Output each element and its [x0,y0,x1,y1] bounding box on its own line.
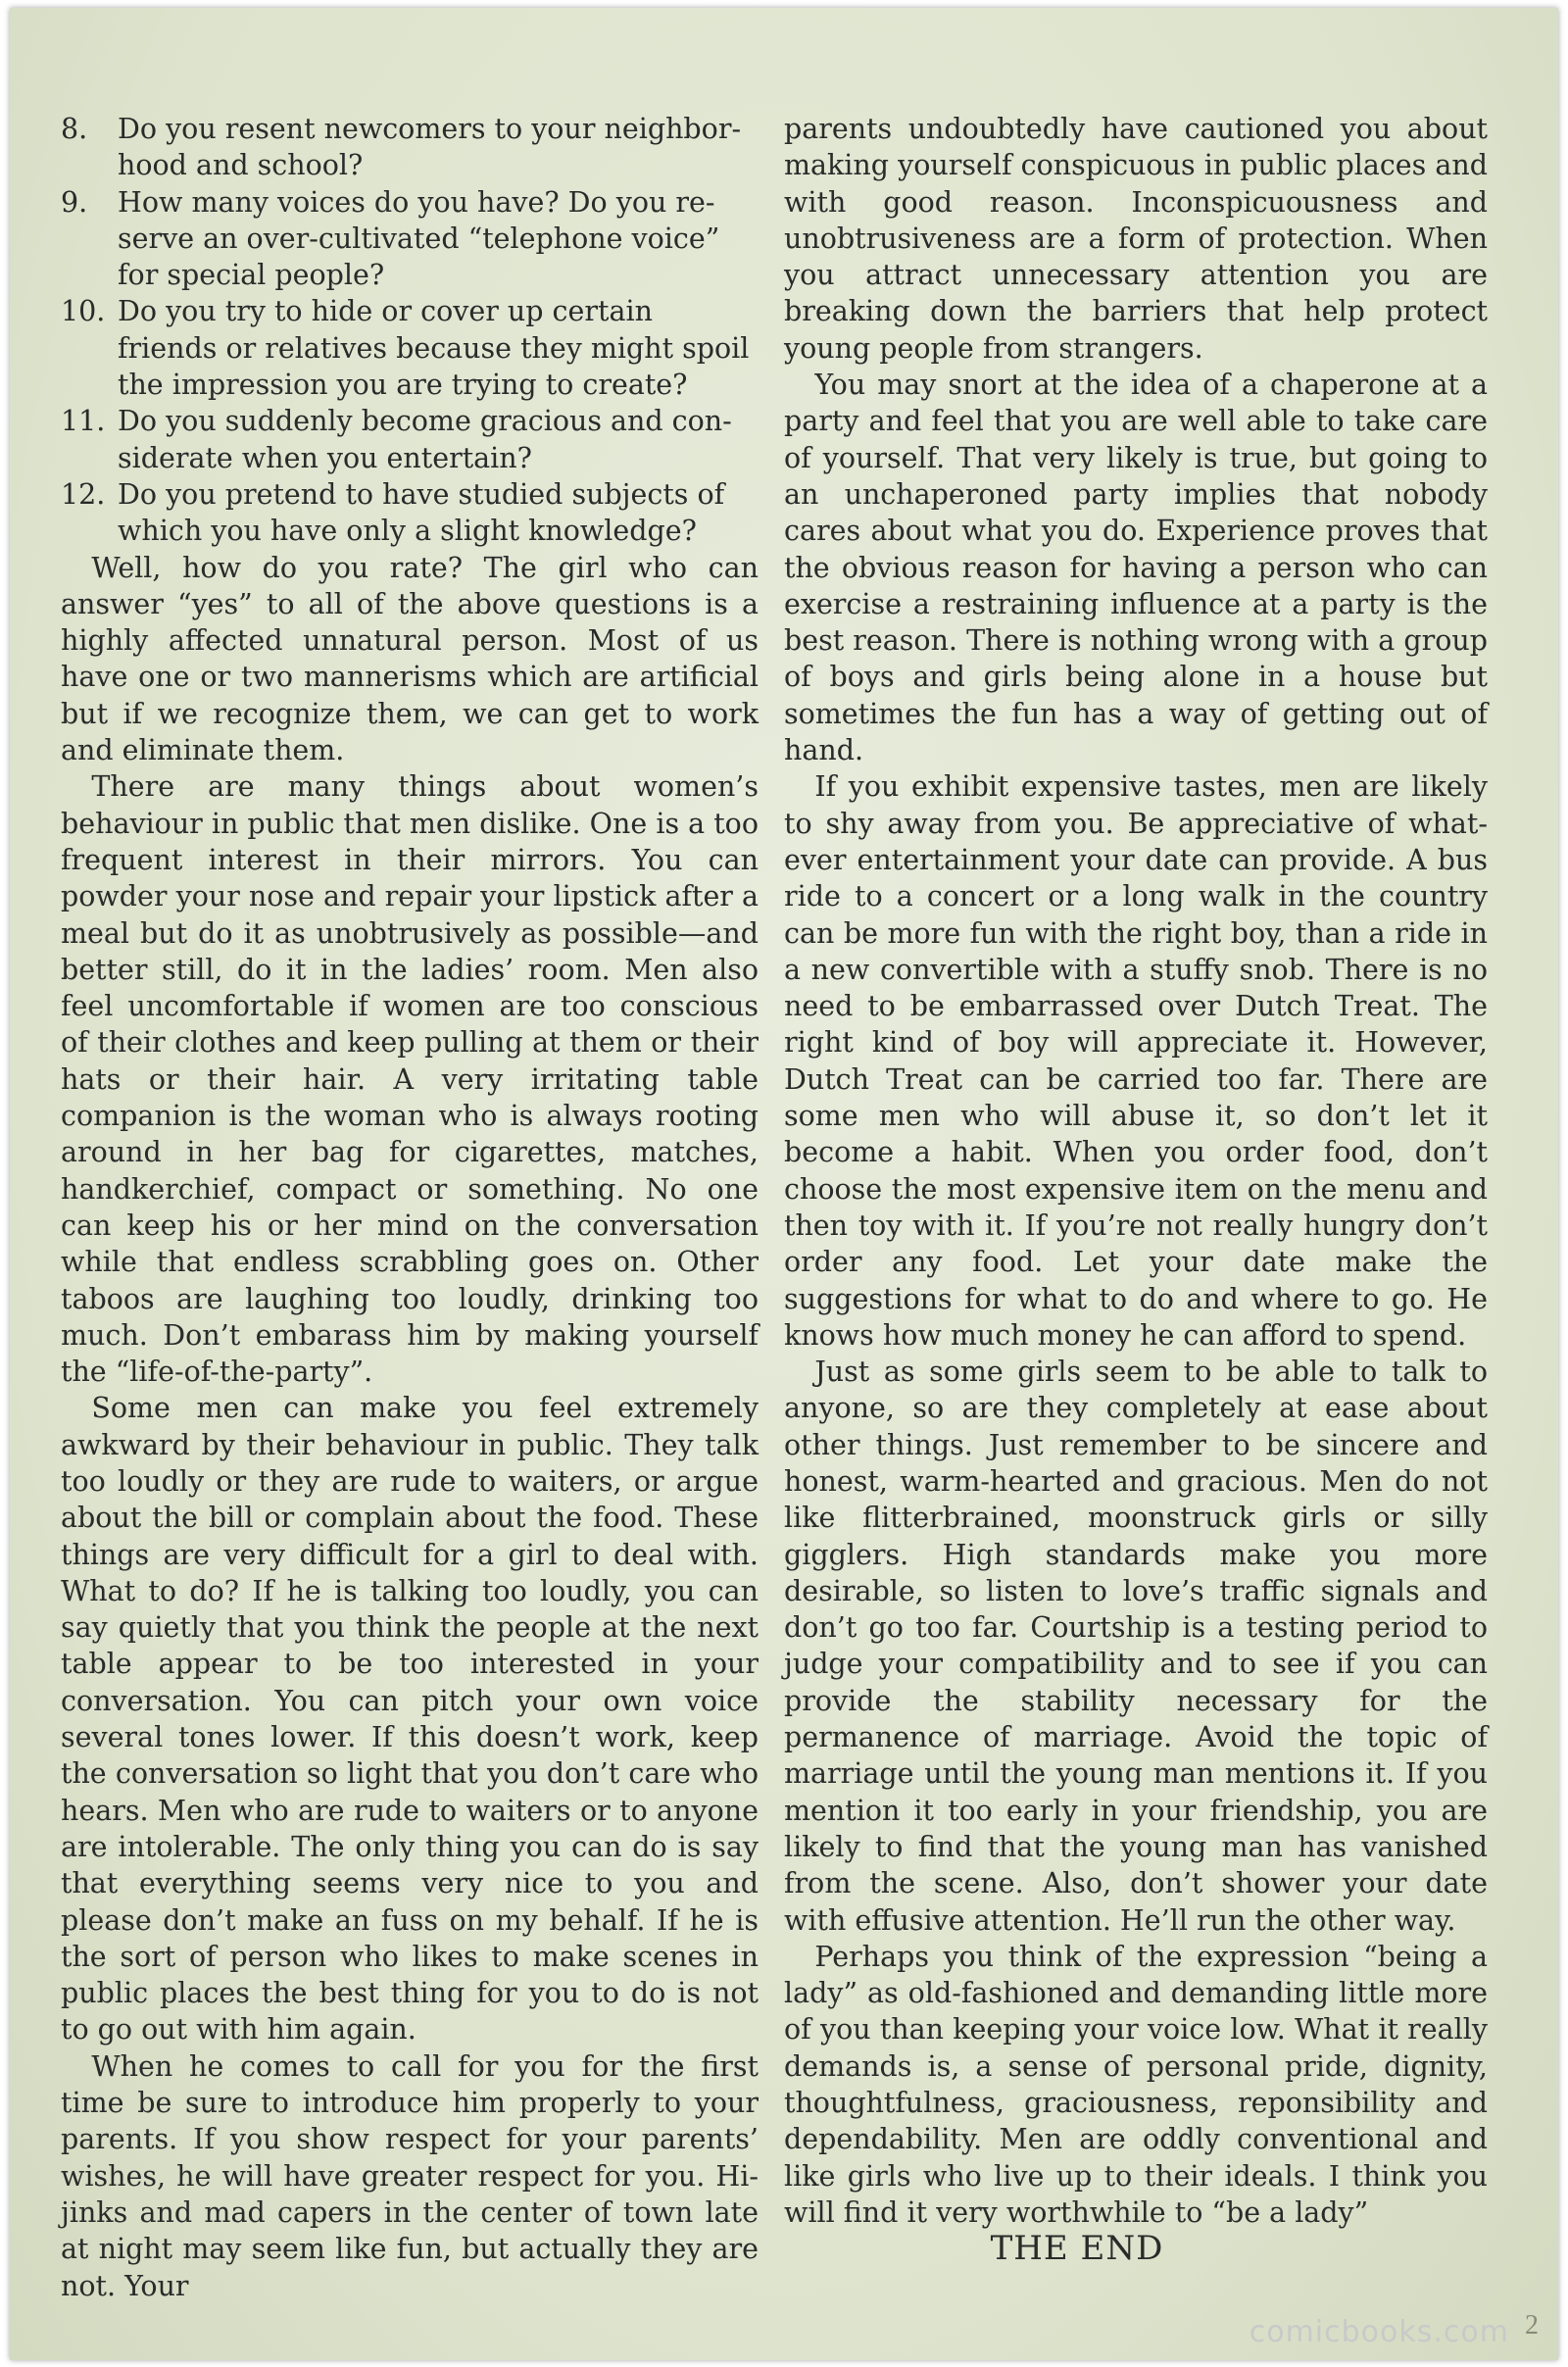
question-text: How many voices do you have? Do you reserve an over-cultivated “telephone voice” for special people? [118,185,720,292]
page-number: 2 [1525,2310,1539,2341]
question-text: Do you resent newcomers to your neighborhood and school? [118,113,742,182]
question-item [61,184,759,294]
question-item [61,111,759,184]
watermark: comicbooks.com [1249,2315,1509,2349]
body-paragraph: When he comes to call for you for the first time be sure to introduce him properly to your parents. If you show respect for your parents’ wishes, he will have greater respect for you. Hi-jinks and mad capers in the center of town late at night may seem like fun, but actually they are not. Your [61,2049,759,2302]
question-text: Do you try to hide or cover up certain friends or relatives because they might spoil the impression you are trying to create? [118,295,750,402]
body-paragraph: If you exhibit expensive tastes, men are likely to shy away from you. Be appreciative of whatever entertainment your date can provide. A bus ride to a concert or a long walk in the country can be more fun with the right boy, than a ride in a new convertible with a stuffy snob. There is no need to be embarrassed over Dutch Treat. The right kind of boy will appreciate it. However, Dutch Treat can be carried too far. There are some men who will abuse it, so don’t let it become a habit. When you order food, don’t choose the most expensive item on the menu and then toy with it. If you’re not really hungry don’t order any food. Let your date make the suggestions for what to do and where to go. He knows how much money he can afford to spend. [784,770,1488,1352]
question-item [61,403,759,476]
body-paragraph: You may snort at the idea of a chaperone at a party and feel that you are well able to take care of yourself. That very likely is true, but going to an unchaperoned party implies that nobody cares about what you do. Experience proves that the obvious reason for having a person who can exercise a restraining influence at a party is the best reason. There is nothing wrong with a group of boys and girls being alone in a house but sometimes the fun has a way of getting out of hand. [784,369,1488,767]
right-column [784,111,1488,2268]
question-item [61,476,759,550]
question-item [61,293,759,403]
question-text: Do you pretend to have studied subjects of which you have only a slight knowledge? [118,477,725,548]
question-text: Do you suddenly become gracious and considerate when you entertain? [118,405,732,474]
body-paragraph: Well, how do you rate? The girl who can answer “yes” to all of the above questions is a highly affected unnatural person. Most of us have one or two mannerisms which are artificial but if we recognize them, we can get to work and eliminate them. [61,551,759,767]
body-paragraph: parents undoubtedly have cautioned you about making yourself conspicuous in public places and with good reason. Inconspicuousness and unobtrusiveness are a form of protection. When you attract unnecessary attention you are breaking down the barriers that help protect young people from strangers. [784,113,1488,365]
question-number: 10. [61,295,106,328]
body-paragraph: Some men can make you feel extremely awkward by their behaviour in public. They talk too loudly or they are rude to waiters, or argue about the bill or complain about the food. These things are very difficult for a girl to deal with. What to do? If he is talking too loudly, you can say quietly that you think the people at the next table appear to be too interested in your conversation. You can pitch your own voice several tones lower. If this doesn’t work, keep the conversation so light that you don’t care who hears. Men who are rude to waiters or to anyone are intolerable. The only thing you can do is say that everything seems very nice to you and please don’t make an fuss on my behalf. If he is the sort of person who likes to make scenes in public places the best thing for you to do is not to go out with him again. [61,1392,759,2046]
body-paragraph: There are many things about women’s behaviour in public that men dislike. One is a too frequent interest in their mirrors. You can powder your nose and repair your lipstick after a meal but do it as unobtrusively as possible—and better still, do it in the ladies’ room. Men also feel uncomfortable if women are too conscious of their clothes and keep pulling at them or their hats or their hair. A very irritating table companion is the woman who is always rooting around in her bag for cigarettes, matches, handkerchief, compact or something. No one can keep his or her mind on the conversation while that endless scrabbling goes on. Other taboos are laughing too loudly, drinking too much. Don’t embarass him by making yourself the “life-of-the-party”. [61,770,759,1389]
question-number: 12. [61,477,106,511]
question-number: 9. [61,185,88,219]
the-end-label: THE END [990,2229,1164,2269]
question-number: 8. [61,113,88,145]
question-number: 11. [61,405,106,438]
body-paragraph: Perhaps you think of the expression “being a lady” as old-fashioned and demanding little more of you than keeping your voice low. What it really demands is, a sense of personal pride, dignity, thoughtfulness, graciousness, reponsibility and dependability. Men are oddly conventional and like girls who live up to their ideals. I think you will find it very worthwhile to “be a lady” [784,1940,1488,2229]
body-paragraph: Just as some girls seem to be able to talk to anyone, so are they completely at ease about other things. Just remember to be sincere and honest, warm-hearted and gracious. Men do not like flitterbrained, moonstruck girls or silly gigglers. High standards make you more desirable, so listen to love’s traffic signals and don’t go too far. Courtship is a testing period to judge your compatibility and to see if you can provide the stability necessary for the permanence of marriage. Avoid the topic of marriage until the young man mentions it. If you mention it too early in your friendship, you are likely to find that the young man has vanished from the scene. Also, don’t shower your date with effusive attention. He’ll run the other way. [784,1356,1488,1937]
left-column [61,111,759,2304]
page [10,8,1558,2360]
